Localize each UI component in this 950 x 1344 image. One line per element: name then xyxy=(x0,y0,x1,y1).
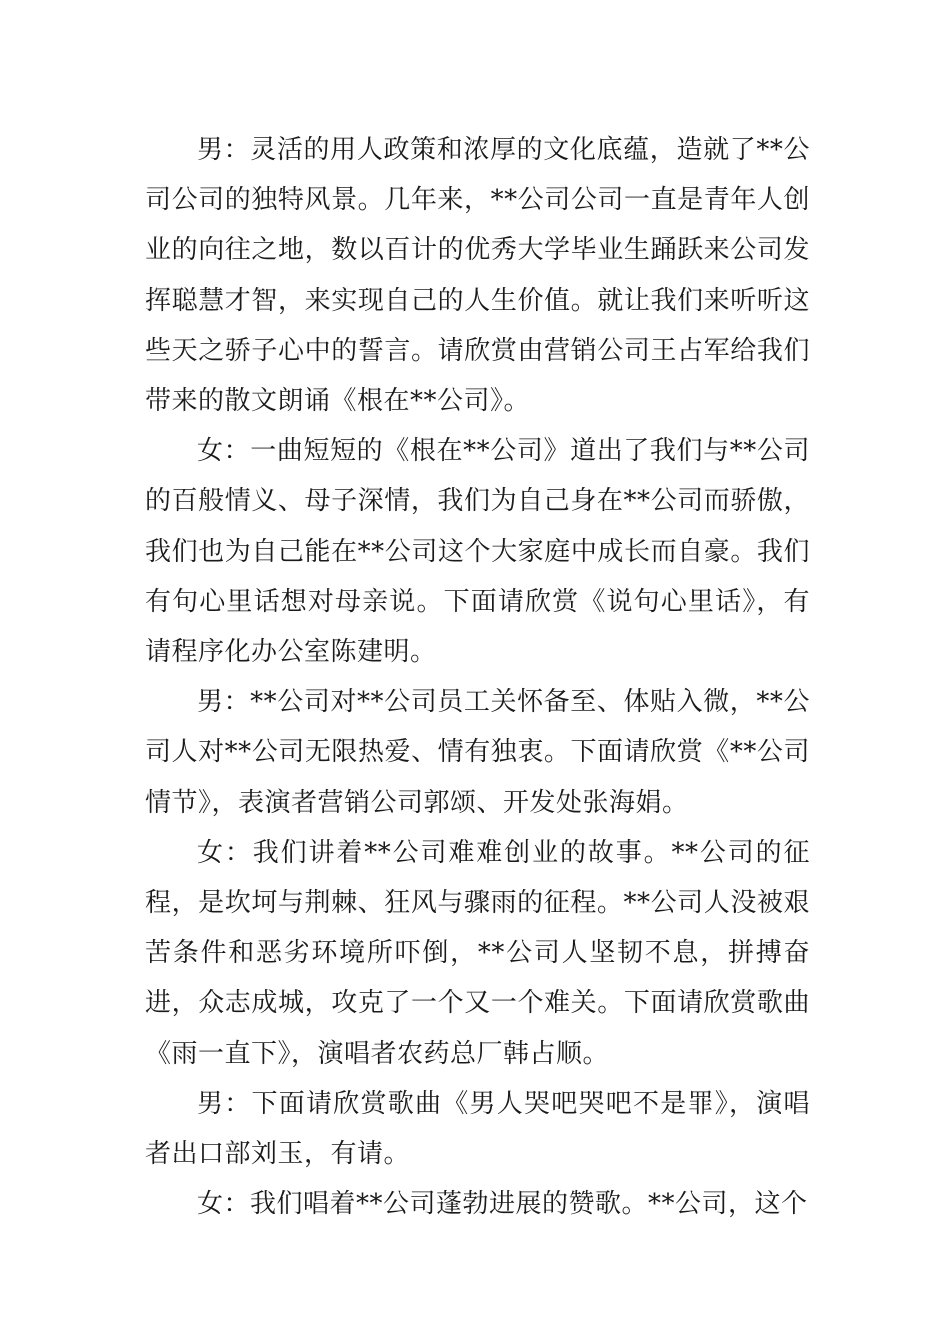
paragraph-3: 男：**公司对**公司员工关怀备至、体贴入微，**公司人对**公司无限热爱、情有独衷。下面请欣赏《**公司情节》，表演者营销公司郭颂、开发处张海娟。 xyxy=(145,687,810,818)
paragraph-4: 女：我们讲着**公司难难创业的故事。**公司的征程，是坎坷与荆棘、狂风与骤雨的征程。**公司人没被艰苦条件和恶劣环境所吓倒，**公司人坚韧不息，拼搏奋进，众志成城，攻克了一个又一个难关。下面请欣赏歌曲《雨一直下》，演唱者农药总厂韩占顺。 xyxy=(145,837,810,1069)
paragraph-2: 女：一曲短短的《根在**公司》道出了我们与**公司的百般情义、母子深情，我们为自己身在**公司而骄傲，我们也为自己能在**公司这个大家庭中成长而自豪。我们有句心里话想对母亲说。下面请欣赏《说句心里话》，有请程序化办公室陈建明。 xyxy=(145,436,810,668)
paragraph-1: 男：灵活的用人政策和浓厚的文化底蕴，造就了**公司公司的独特风景。几年来，**公司公司一直是青年人创业的向往之地，数以百计的优秀大学毕业生踊跃来公司发挥聪慧才智，来实现自己的人生价值。就让我们来听听这些天之骄子心中的誓言。请欣赏由营销公司王占军给我们带来的散文朗诵《根在**公司》。 xyxy=(145,135,810,417)
document-body xyxy=(145,125,810,1229)
paragraph-6: 女：我们唱着**公司蓬勃进展的赞歌。**公司，这个 xyxy=(197,1189,808,1220)
paragraph-5: 男：下面请欣赏歌曲《男人哭吧哭吧不是罪》，演唱者出口部刘玉，有请。 xyxy=(145,1088,810,1170)
